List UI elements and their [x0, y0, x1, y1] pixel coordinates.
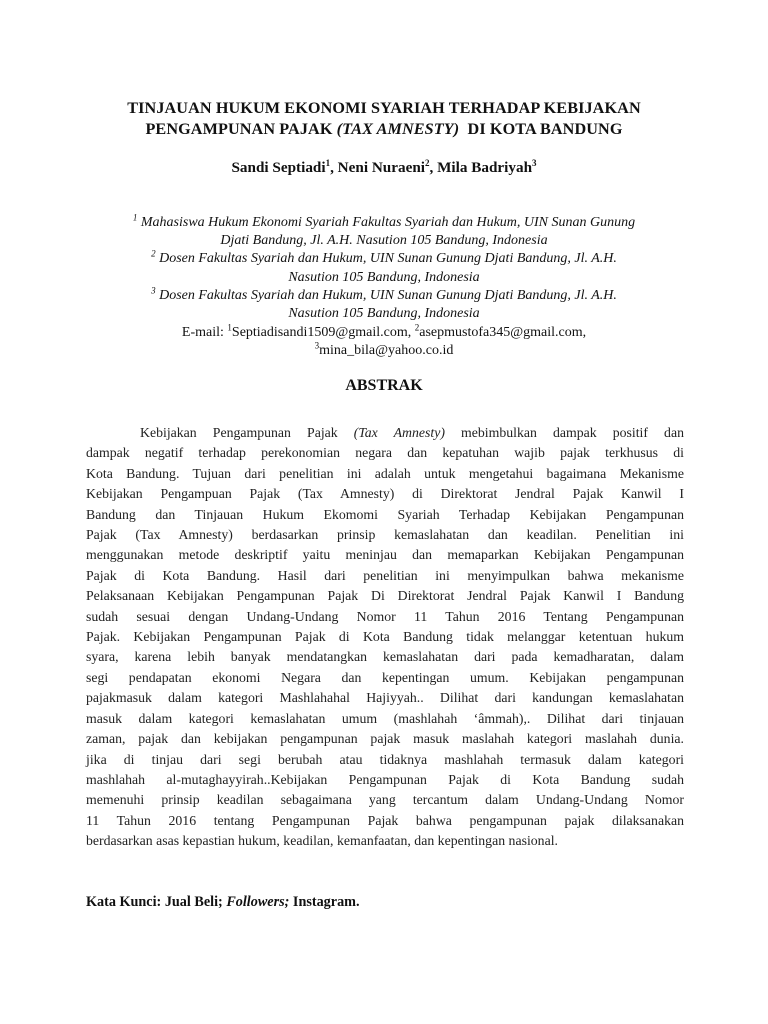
title-tax-amnesty: (TAX AMNESTY) — [336, 120, 460, 138]
keywords-label: Kata Kunci: Jual Beli; — [86, 894, 227, 910]
email-mark: 1 — [227, 322, 232, 333]
abstract-line-1-post: mebimbulkan dampak positif dan — [444, 425, 684, 440]
keywords — [86, 892, 360, 912]
abstract-line: mashlahah al-mutaghayyirah..Kebijakan Pengampunan Pajak di Kota Bandung sudah — [86, 771, 684, 787]
affiliation-mark: 2 — [151, 248, 156, 259]
email-address: asepmustofa345@gmail.com, — [419, 325, 587, 340]
abstract-line: berdasarkan asas kepastian hukum, keadilan, kemanfaatan, dan kepentingan nasional. — [86, 833, 558, 849]
abstract-line: Pelaksanaan Kebijakan Pengampunan Pajak Di Direktorat Jendral Pajak Kanwil I Bandung — [86, 588, 684, 604]
abstract-line: pajakmasuk dalam kategori Mashlahahal Hajiyyah.. Dilihat dari kandungan kemaslahatan — [86, 690, 684, 706]
author-name: Mila Badriyah — [437, 159, 533, 176]
abstract-line: jika di tinjau dari segi berubah atau tidaknya mashlahah termasuk dalam kategori — [86, 751, 684, 767]
affiliation-line — [84, 214, 684, 232]
author-affil-mark: 1 — [325, 157, 331, 168]
abstract-line: Kebijakan Pengampuan Pajak (Tax Amnesty) di Direktorat Jendral Pajak Kanwil I — [86, 486, 684, 502]
affiliation-line: Nasution 105 Bandung, Indonesia — [288, 269, 480, 285]
title-line-2-suffix: DI KOTA BANDUNG — [459, 120, 623, 138]
abstract-line: sudah sesuai dengan Undang-Undang Nomor 11 Tahun 2016 Tentang Pengampunan — [86, 608, 684, 624]
abstract-line: Pajak (Tax Amnesty) berdasarkan prinsip kemaslahatan dan keadilan. Penelitian ini — [86, 527, 684, 543]
affiliation-mark: 1 — [132, 212, 138, 223]
abstract-line: 11 Tahun 2016 tentang Pengampunan Pajak bahwa pengampunan pajak dilaksanakan — [86, 812, 684, 828]
email-line-2 — [84, 342, 684, 360]
abstract-line-1-pre: Kebijakan Pengampunan Pajak — [140, 425, 354, 440]
author-name: Sandi Septiadi — [231, 159, 326, 176]
abstract-line: memenuhi prinsip keadilan sebagaimana yang tercantum dalam Undang-Undang Nomor — [86, 792, 684, 808]
abstract-line: dampak negatif terhadap perekonomian negara dan kepatuhan wajib pajak terkhusus di — [86, 445, 684, 461]
author-affil-mark: 2 — [425, 157, 430, 168]
abstract-line: Pajak di Kota Bandung. Hasil dari penelitian ini menyimpulkan bahwa mekanisme — [86, 567, 684, 583]
affiliation-line — [84, 287, 684, 305]
author-separator: , — [429, 159, 438, 176]
affiliation-list — [84, 214, 684, 323]
abstract-tax-amnesty: (Tax Amnesty) — [353, 425, 445, 440]
paper-title — [84, 98, 684, 140]
affiliation-line: Djati Bandung, Jl. A.H. Nasution 105 Bandung, Indonesia — [220, 233, 548, 249]
email-address: mina_bila@yahoo.co.id — [319, 343, 454, 359]
abstract-heading: ABSTRAK — [345, 377, 423, 394]
abstract-line: Pajak. Kebijakan Pengampunan Pajak di Kota Bandung tidak melanggar ketentuan hukum — [86, 629, 684, 645]
abstract-line: masuk dalam kategori kemaslahatan umum (mashlahah ‘âmmah),. Dilihat dari tinjauan — [86, 710, 684, 726]
affiliation-text: Dosen Fakultas Syariah dan Hukum, UIN Sunan Gunung Djati Bandung, Jl. A.H. — [155, 287, 617, 303]
affiliation-text: Dosen Fakultas Syariah dan Hukum, UIN Sunan Gunung Djati Bandung, Jl. A.H. — [155, 251, 617, 267]
author-affil-mark: 3 — [532, 157, 537, 168]
email-label: E-mail: — [181, 325, 228, 340]
email-line-1 — [84, 324, 684, 342]
title-line-2 — [84, 119, 684, 140]
author-name: Neni Nuraeni — [337, 159, 425, 176]
affiliation-line — [84, 250, 684, 268]
email-block — [84, 324, 684, 360]
abstract-line: segi pendapatan ekonomi Negara dan kepentingan umum. Kebijakan pengampunan — [86, 669, 684, 685]
affiliation-line: Nasution 105 Bandung, Indonesia — [288, 306, 480, 322]
title-line-2-prefix: PENGAMPUNAN PAJAK — [145, 120, 337, 138]
abstract-line: menggunakan metode deskriptif yaitu meninjau dan memaparkan Kebijakan Pengampunan — [86, 547, 684, 563]
abstract-line: Bandung dan Tinjauan Hukum Ekomomi Syariah Terhadap Kebijakan Pengampunan — [86, 506, 684, 522]
affiliation-text: Mahasiswa Hukum Ekonomi Syariah Fakultas Syariah dan Hukum, UIN Sunan Gunung — [137, 215, 636, 230]
title-line-1: TINJAUAN HUKUM EKONOMI SYARIAH TERHADAP KEBIJAKAN — [127, 99, 641, 117]
abstract-line: Kota Bandung. Tujuan dari penelitian ini adalah untuk mengetahui bagaimana Mekanisme — [86, 465, 684, 481]
affiliation-mark: 3 — [151, 285, 156, 296]
abstract-body — [86, 423, 684, 852]
abstract-line: syara, karena lebih banyak mendatangkan kemaslahatan dari pada kemadharatan, dalam — [86, 649, 684, 665]
abstract-line: zaman, pajak dan kebijakan pengampunan pajak masuk maslahah kategori maslahah dunia. — [86, 731, 684, 747]
email-mark: 3 — [314, 340, 320, 351]
email-mark: 2 — [414, 322, 420, 333]
keyword-followers: Followers; — [226, 894, 290, 910]
keywords-suffix: Instagram. — [289, 894, 360, 910]
email-address: Septiadisandi1509@gmail.com, — [231, 325, 415, 340]
abstract-line — [86, 423, 684, 443]
author-separator: , — [330, 159, 338, 176]
author-list — [84, 158, 684, 178]
